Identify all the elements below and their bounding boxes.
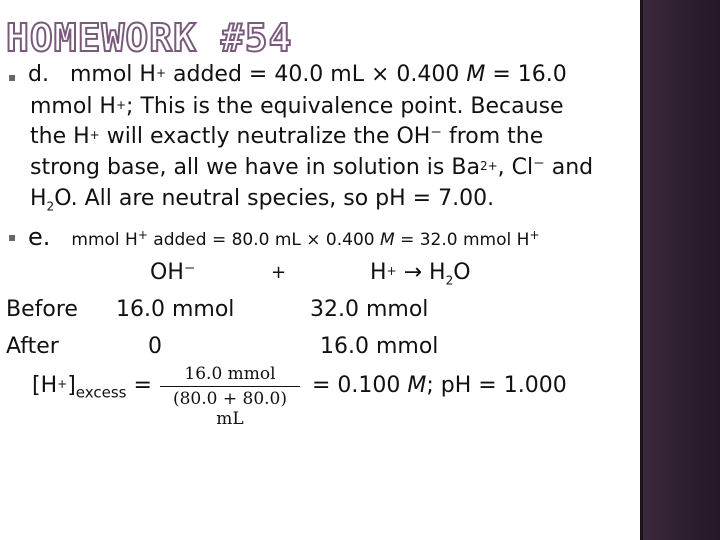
slide-title: HOMEWORK #54 bbox=[6, 16, 293, 60]
part-d-line-4: strong base, all we have in solution is $Ba^{2+}$, Cl⁻ and bbox=[30, 155, 594, 180]
part-d-line-2: mmol H+; This is the equivalence point. Because bbox=[30, 94, 564, 119]
part-d-label: d. bbox=[28, 62, 49, 87]
part-d-line-1: d. mmol H+ added = 40.0 mL × 0.400 M = 16.0 bbox=[28, 62, 567, 87]
decorative-sidebar bbox=[640, 0, 720, 540]
part-d-line-5: $H_2O$. All are neutral species, so pH = 7.00. bbox=[30, 186, 495, 214]
bullet-icon: ▪ bbox=[8, 70, 17, 84]
reaction-oh: OH⁻ bbox=[150, 260, 196, 285]
part-e-line: e. mmol H+ added = 80.0 mL × 0.400 M = 32.0 mmol H+ bbox=[28, 223, 540, 251]
excess-label: $[H^+]_{excess}$ = bbox=[32, 373, 152, 402]
row-before-h: 32.0 mmol bbox=[310, 297, 429, 322]
part-d-line-3: the H+ will exactly neutralize the OH⁻ from the bbox=[30, 124, 544, 149]
bullet-icon: ▪ bbox=[8, 230, 17, 244]
excess-fraction bbox=[160, 364, 300, 429]
row-before-label: Before bbox=[6, 297, 78, 322]
row-after-oh: 0 bbox=[148, 334, 162, 359]
excess-result: = 0.100 M; pH = 1.000 bbox=[312, 373, 567, 398]
fraction-numerator: 16.0 mmol bbox=[160, 364, 300, 387]
part-e-label: e. bbox=[28, 223, 51, 251]
reaction-plus: + bbox=[271, 262, 287, 283]
fraction-denominator: (80.0 + 80.0) mL bbox=[172, 389, 288, 429]
reaction-products: $H^+ \to H_2O$ bbox=[370, 260, 471, 288]
row-before-oh: 16.0 mmol bbox=[116, 297, 235, 322]
row-after-h: 16.0 mmol bbox=[320, 334, 439, 359]
row-after-label: After bbox=[6, 334, 59, 359]
